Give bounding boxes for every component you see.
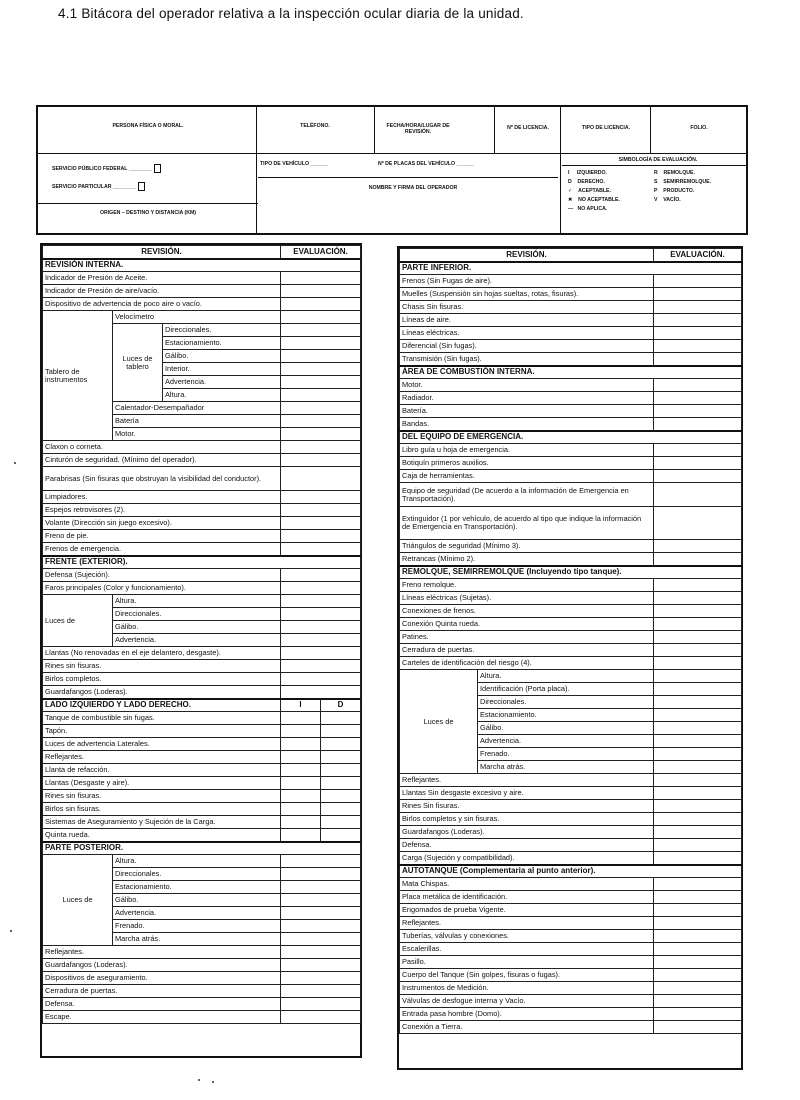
servicio-particular-row: SERVICIO PARTICULAR ________ <box>52 182 145 191</box>
table-row: Escalerillas. <box>400 943 742 956</box>
table-row: Carteles de identificación del riesgo (4). <box>400 657 742 670</box>
table-row: Freno de pie. <box>43 530 361 543</box>
section-remolque: REMOLQUE, SEMIRREMOLQUE (Incluyendo tipo tanque). <box>400 566 742 579</box>
table-row: Reflejantes. <box>400 774 742 787</box>
eval-cell-i[interactable] <box>281 829 321 842</box>
table-row: Engomados de prueba Vigente. <box>400 904 742 917</box>
table-row: Transmisión (Sin fugas). <box>400 353 742 366</box>
eval-cell[interactable] <box>281 933 361 946</box>
eval-cell[interactable] <box>281 454 361 467</box>
eval-cell[interactable] <box>281 441 361 454</box>
table-row: Extinguidor (1 por vehículo, de acuerdo al tipo que indique la información de Emergencia en Transportación). <box>400 507 742 540</box>
telefono-label: TELÉFONO. <box>300 123 330 129</box>
eval-cell[interactable] <box>281 894 361 907</box>
federal-checkbox[interactable] <box>154 164 161 173</box>
eval-cell[interactable] <box>281 959 361 972</box>
table-row: Conexión Quinta rueda. <box>400 618 742 631</box>
table-row: Indicador de Presión de Aceite. <box>43 272 361 285</box>
left-checklist <box>40 243 362 1058</box>
eval-cell[interactable] <box>281 504 361 517</box>
table-row: Diferencial (Sin fugas). <box>400 340 742 353</box>
header-box <box>36 105 748 235</box>
table-row: Entrada pasa hombre (Domo). <box>400 1008 742 1021</box>
eval-cell[interactable] <box>654 405 742 418</box>
table-row: Luces de Altura. <box>43 595 361 608</box>
table-row: Direccionales. <box>43 608 361 621</box>
eval-cell[interactable] <box>654 683 742 696</box>
eval-cell[interactable] <box>654 800 742 813</box>
eval-cell[interactable] <box>281 621 361 634</box>
section-autotanque: AUTOTANQUE (Complementaria al punto anterior). <box>400 865 742 878</box>
table-row: Advertencia. <box>43 376 361 389</box>
simbolos-izquierda: I IZQUIERDO. D DERECHO. ✓ ACEPTABLE. ✖ NO ACEPTABLE. — NO APLICA. <box>568 170 620 212</box>
eval-cell[interactable] <box>654 774 742 787</box>
eval-cell[interactable] <box>281 311 361 324</box>
table-row: Gálibo. <box>43 894 361 907</box>
persona-label: PERSONA FÍSICA O MORAL. <box>112 123 184 129</box>
eval-cell[interactable] <box>654 748 742 761</box>
table-row: Rines Sin fisuras. <box>400 800 742 813</box>
eval-cell[interactable] <box>281 298 361 311</box>
eval-cell[interactable] <box>654 275 742 288</box>
table-row: Defensa (Sujeción). <box>43 569 361 582</box>
table-row: Birlos sin fisuras. <box>43 803 361 816</box>
eval-cell[interactable] <box>654 444 742 457</box>
right-checklist <box>397 246 743 1070</box>
table-row: Birlos completos y sin fisuras. <box>400 813 742 826</box>
table-row: Llantas (Desgaste y aire). <box>43 777 361 790</box>
eval-cell[interactable] <box>281 402 361 415</box>
eval-cell[interactable] <box>654 982 742 995</box>
table-row: Frenado. <box>400 748 742 761</box>
tipo-vehiculo-row: TIPO DE VEHÍCULO ______ <box>260 161 328 167</box>
table-row: Advertencia. <box>43 634 361 647</box>
eval-cell[interactable] <box>654 891 742 904</box>
placas-label: Nº DE PLACAS DEL VEHÍCULO <box>378 161 456 167</box>
table-row: Conexiones de frenos. <box>400 605 742 618</box>
placas-row: Nº DE PLACAS DEL VEHÍCULO ______ <box>378 161 474 167</box>
licencia-no-label: Nº DE LICENCIA. <box>507 125 549 131</box>
tablero-label: Tablero de instrumentos <box>43 311 113 441</box>
section-combustion: ÁREA DE COMBUSTIÓN INTERNA. <box>400 366 742 379</box>
table-row: Gálibo. <box>43 350 361 363</box>
table-row: Marcha atrás. <box>400 761 742 774</box>
eval-cell[interactable] <box>654 418 742 431</box>
eval-cell[interactable] <box>281 530 361 543</box>
eval-cell[interactable] <box>654 917 742 930</box>
table-row: Llantas (No renovadas en el eje delantero, desgaste). <box>43 647 361 660</box>
table-row: Gálibo. <box>400 722 742 735</box>
table-row: Cerradura de puertas. <box>400 644 742 657</box>
eval-cell[interactable] <box>281 855 361 868</box>
table-row: Líneas eléctricas (Sujetas). <box>400 592 742 605</box>
table-row: Batería. <box>400 405 742 418</box>
table-row: Líneas eléctricas. <box>400 327 742 340</box>
eval-cell[interactable] <box>281 985 361 998</box>
eval-cell[interactable] <box>654 852 742 865</box>
table-row: Válvulas de desfogue interna y Vacío. <box>400 995 742 1008</box>
eval-cell[interactable] <box>654 470 742 483</box>
eval-cell[interactable] <box>654 696 742 709</box>
eval-cell[interactable] <box>654 735 742 748</box>
eval-cell-i[interactable] <box>281 803 321 816</box>
eval-cell[interactable] <box>654 392 742 405</box>
table-row: Tanque de combustible sin fugas. <box>43 712 361 725</box>
left-table <box>42 245 361 1024</box>
eval-cell[interactable] <box>281 543 361 556</box>
eval-cell[interactable] <box>654 878 742 891</box>
eval-cell-i[interactable] <box>281 751 321 764</box>
particular-checkbox[interactable] <box>138 182 145 191</box>
eval-cell[interactable] <box>281 673 361 686</box>
table-row: Triángulos de seguridad (Mínimo 3). <box>400 540 742 553</box>
eval-cell-i[interactable] <box>281 816 321 829</box>
eval-cell[interactable] <box>654 1008 742 1021</box>
table-row: Tablero de instrumentos Velocímetro <box>43 311 361 324</box>
eval-cell[interactable] <box>654 956 742 969</box>
table-row: Birlos completos. <box>43 673 361 686</box>
table-row: Gálibo. <box>43 621 361 634</box>
table-row: Luces de Altura. <box>43 855 361 868</box>
eval-cell[interactable] <box>654 813 742 826</box>
table-row: Identificación (Porta placa). <box>400 683 742 696</box>
table-row: Carga (Sujeción y compatibilidad). <box>400 852 742 865</box>
table-row: Luces de advertencia Laterales. <box>43 738 361 751</box>
table-row: Defensa. <box>400 839 742 852</box>
table-row: Placa metálica de identificación. <box>400 891 742 904</box>
table-row: Instrumentos de Medición. <box>400 982 742 995</box>
table-row: Dispositivos de aseguramiento. <box>43 972 361 985</box>
table-row: Volante (Dirección sin juego excesivo). <box>43 517 361 530</box>
table-row: Pasillo. <box>400 956 742 969</box>
table-row: Espejos retrovisores (2). <box>43 504 361 517</box>
eval-cell[interactable] <box>281 272 361 285</box>
eval-cell[interactable] <box>281 415 361 428</box>
eval-cell[interactable] <box>654 605 742 618</box>
eval-cell[interactable] <box>281 881 361 894</box>
table-row: Botiquín primeros auxilios. <box>400 457 742 470</box>
table-row: Escape. <box>43 1011 361 1024</box>
col-izquierdo: I <box>281 699 321 712</box>
table-row: Chasis Sin fisuras. <box>400 301 742 314</box>
eval-cell[interactable] <box>654 761 742 774</box>
eval-cell[interactable] <box>654 930 742 943</box>
table-row: Cuerpo del Tanque (Sin golpes, fisuras o fugas). <box>400 969 742 982</box>
scan-speck <box>14 462 16 464</box>
eval-cell[interactable] <box>654 579 742 592</box>
eval-cell[interactable] <box>654 787 742 800</box>
eval-cell[interactable] <box>281 350 361 363</box>
table-row: Parabrisas (Sin fisuras que obstruyan la visibilidad del conductor). <box>43 467 361 491</box>
table-row: Freno remolque. <box>400 579 742 592</box>
table-row: Sistemas de Aseguramiento y Sujeción de la Carga. <box>43 816 361 829</box>
table-row: Llanta de refacción. <box>43 764 361 777</box>
eval-cell[interactable] <box>654 709 742 722</box>
eval-cell-d[interactable] <box>321 712 361 725</box>
section-frente: FRENTE (EXTERIOR). <box>43 556 361 569</box>
table-row: Direccionales. <box>400 696 742 709</box>
eval-cell[interactable] <box>654 722 742 735</box>
table-row: Reflejantes. <box>43 946 361 959</box>
eval-cell[interactable] <box>654 839 742 852</box>
table-row: Altura. <box>43 389 361 402</box>
eval-cell[interactable] <box>654 340 742 353</box>
luces-tablero-label: Luces de tablero <box>113 324 163 402</box>
scan-speck <box>10 930 12 932</box>
table-row: Calentador-Desempañador <box>43 402 361 415</box>
eval-cell[interactable] <box>281 428 361 441</box>
eval-cell[interactable] <box>281 285 361 298</box>
table-row: Dispositivo de advertencia de poco aire o vacío. <box>43 298 361 311</box>
eval-cell[interactable] <box>654 969 742 982</box>
table-row: Muelles (Suspensión sin hojas sueltas, rotas, fisuras). <box>400 288 742 301</box>
section-posterior: PARTE POSTERIOR. <box>43 842 361 855</box>
remolque-luces-label: Luces de <box>400 670 478 774</box>
eval-cell[interactable] <box>281 647 361 660</box>
table-row: Cinturón de seguridad. (Mínimo del operador). <box>43 454 361 467</box>
col-evaluacion: EVALUACIÓN. <box>281 246 361 259</box>
folio-label: FOLIO. <box>690 125 708 131</box>
table-row: Rines sin fisuras. <box>43 790 361 803</box>
table-row: Guardafangos (Loderas). <box>43 686 361 699</box>
col-revision-right: REVISIÓN. <box>400 249 654 262</box>
eval-cell[interactable] <box>281 363 361 376</box>
eval-cell-i[interactable] <box>281 777 321 790</box>
eval-cell[interactable] <box>281 634 361 647</box>
table-row: Interior. <box>43 363 361 376</box>
eval-cell[interactable] <box>281 582 361 595</box>
eval-cell[interactable] <box>654 483 742 507</box>
table-row: Motor. <box>43 428 361 441</box>
eval-cell[interactable] <box>281 324 361 337</box>
posterior-luces-label: Luces de <box>43 855 113 946</box>
table-row: Direccionales. <box>43 868 361 881</box>
section-parte-inferior: PARTE INFERIOR. <box>400 262 742 275</box>
table-row: Quinta rueda. <box>43 829 361 842</box>
simbologia-label: SIMBOLOGÍA DE EVALUACIÓN. <box>618 157 698 163</box>
eval-cell[interactable] <box>654 327 742 340</box>
frente-luces-label: Luces de <box>43 595 113 647</box>
table-row: Tapón. <box>43 725 361 738</box>
tipo-licencia-label: TIPO DE LICENCIA. <box>581 125 631 131</box>
eval-cell[interactable] <box>654 301 742 314</box>
eval-cell[interactable] <box>281 467 361 491</box>
eval-cell[interactable] <box>281 376 361 389</box>
table-row: Advertencia. <box>43 907 361 920</box>
eval-cell[interactable] <box>654 379 742 392</box>
table-row: Indicador de Presión de aire/vacío. <box>43 285 361 298</box>
eval-cell[interactable] <box>281 595 361 608</box>
table-row: Motor. <box>400 379 742 392</box>
eval-cell-i[interactable] <box>281 725 321 738</box>
simbolos-derecha: R REMOLQUE. S SEMIRREMOLQUE. P PRODUCTO. V VACÍO. <box>654 170 712 203</box>
nombre-label: NOMBRE Y FIRMA DEL OPERADOR <box>368 185 458 191</box>
table-row: Estacionamiento. <box>43 337 361 350</box>
table-row: Llantas Sin desgaste excesivo y aire. <box>400 787 742 800</box>
eval-cell[interactable] <box>654 657 742 670</box>
eval-cell[interactable] <box>654 904 742 917</box>
table-row: Mata Chispas. <box>400 878 742 891</box>
origen-label: ORIGEN – DESTINO Y DISTANCIA (KM) <box>99 210 197 216</box>
table-row: Estacionamiento. <box>400 709 742 722</box>
eval-cell-d[interactable] <box>321 816 361 829</box>
scan-speck <box>198 1079 200 1081</box>
table-row: Limpiadores. <box>43 491 361 504</box>
table-row: Estacionamiento. <box>43 881 361 894</box>
col-evaluacion-right: EVALUACIÓN. <box>654 249 742 262</box>
fecha-label: FECHA/HORA/LUGAR DE REVISIÓN. <box>386 123 450 135</box>
eval-cell-d[interactable] <box>321 829 361 842</box>
section-revision-interna: REVISIÓN INTERNA. <box>43 259 361 272</box>
table-row: Batería <box>43 415 361 428</box>
eval-cell[interactable] <box>281 686 361 699</box>
scan-speck <box>212 1081 214 1083</box>
eval-cell[interactable] <box>654 353 742 366</box>
table-row: Retrancas (Mínimo 2). <box>400 553 742 566</box>
eval-cell[interactable] <box>654 457 742 470</box>
table-row: Faros principales (Color y funcionamiento). <box>43 582 361 595</box>
eval-cell-d[interactable] <box>321 790 361 803</box>
eval-cell-d[interactable] <box>321 738 361 751</box>
table-row: Frenos (Sin Fugas de aire). <box>400 275 742 288</box>
eval-cell[interactable] <box>281 998 361 1011</box>
col-derecho: D <box>321 699 361 712</box>
table-row: Frenado. <box>43 920 361 933</box>
eval-cell[interactable] <box>654 826 742 839</box>
eval-cell[interactable] <box>281 569 361 582</box>
eval-cell[interactable] <box>654 553 742 566</box>
eval-cell[interactable] <box>654 631 742 644</box>
table-row: Líneas de aire. <box>400 314 742 327</box>
servicio-particular-label: SERVICIO PARTICULAR <box>52 183 112 190</box>
eval-cell[interactable] <box>281 920 361 933</box>
eval-cell[interactable] <box>281 1011 361 1024</box>
eval-cell-d[interactable] <box>321 751 361 764</box>
right-table <box>399 248 742 1034</box>
eval-cell-i[interactable] <box>281 790 321 803</box>
table-row: Guardafangos (Loderas). <box>43 959 361 972</box>
eval-cell-d[interactable] <box>321 803 361 816</box>
eval-cell-i[interactable] <box>281 712 321 725</box>
col-revision: REVISIÓN. <box>43 246 281 259</box>
page-title: 4.1 Bitácora del operador relativa a la inspección ocular diaria de la unidad. <box>58 6 524 21</box>
eval-cell[interactable] <box>281 517 361 530</box>
table-row: Luces de tablero Direccionales. <box>43 324 361 337</box>
table-row: Luces de Altura. <box>400 670 742 683</box>
table-row: Reflejantes. <box>400 917 742 930</box>
table-row: Equipo de seguridad (De acuerdo a la información de Emergencia en Transportación). <box>400 483 742 507</box>
eval-cell-i[interactable] <box>281 764 321 777</box>
table-row: Rines sin fisuras. <box>43 660 361 673</box>
eval-cell[interactable] <box>654 592 742 605</box>
eval-cell[interactable] <box>654 995 742 1008</box>
eval-cell[interactable] <box>281 868 361 881</box>
eval-cell[interactable] <box>654 618 742 631</box>
eval-cell[interactable] <box>654 943 742 956</box>
table-row: Defensa. <box>43 998 361 1011</box>
table-row: Advertencia. <box>400 735 742 748</box>
eval-cell[interactable] <box>281 337 361 350</box>
servicio-federal-label: SERVICIO PÚBLICO FEDERAL <box>52 165 128 172</box>
table-row: Bandas. <box>400 418 742 431</box>
eval-cell[interactable] <box>281 660 361 673</box>
table-row: Libro guía u hoja de emergencia. <box>400 444 742 457</box>
eval-cell[interactable] <box>654 288 742 301</box>
eval-cell[interactable] <box>281 946 361 959</box>
table-row: Frenos de emergencia. <box>43 543 361 556</box>
table-row: Marcha atrás. <box>43 933 361 946</box>
tipo-vehiculo-label: TIPO DE VEHÍCULO <box>260 161 309 167</box>
eval-cell[interactable] <box>281 608 361 621</box>
eval-cell[interactable] <box>654 507 742 540</box>
eval-cell-d[interactable] <box>321 725 361 738</box>
eval-cell[interactable] <box>281 491 361 504</box>
eval-cell[interactable] <box>281 972 361 985</box>
table-row: Cerradura de puertas. <box>43 985 361 998</box>
eval-cell-d[interactable] <box>321 777 361 790</box>
table-row: Conexión a Tierra. <box>400 1021 742 1034</box>
eval-cell[interactable] <box>281 907 361 920</box>
table-row: Guardafangos (Loderas). <box>400 826 742 839</box>
eval-cell[interactable] <box>281 389 361 402</box>
table-row: Patines. <box>400 631 742 644</box>
table-row: Claxon o corneta. <box>43 441 361 454</box>
eval-cell[interactable] <box>654 670 742 683</box>
eval-cell-d[interactable] <box>321 764 361 777</box>
eval-cell[interactable] <box>654 644 742 657</box>
eval-cell[interactable] <box>654 540 742 553</box>
section-emergencia: DEL EQUIPO DE EMERGENCIA. <box>400 431 742 444</box>
eval-cell-i[interactable] <box>281 738 321 751</box>
table-row: Radiador. <box>400 392 742 405</box>
eval-cell[interactable] <box>654 314 742 327</box>
table-row: Caja de herramientas. <box>400 470 742 483</box>
section-lado: LADO IZQUIERDO Y LADO DERECHO. <box>43 699 281 712</box>
servicio-federal-row: SERVICIO PÚBLICO FEDERAL ________ <box>52 164 161 173</box>
table-row: Tuberías, válvulas y conexiones. <box>400 930 742 943</box>
table-row: Reflejantes. <box>43 751 361 764</box>
eval-cell[interactable] <box>654 1021 742 1034</box>
